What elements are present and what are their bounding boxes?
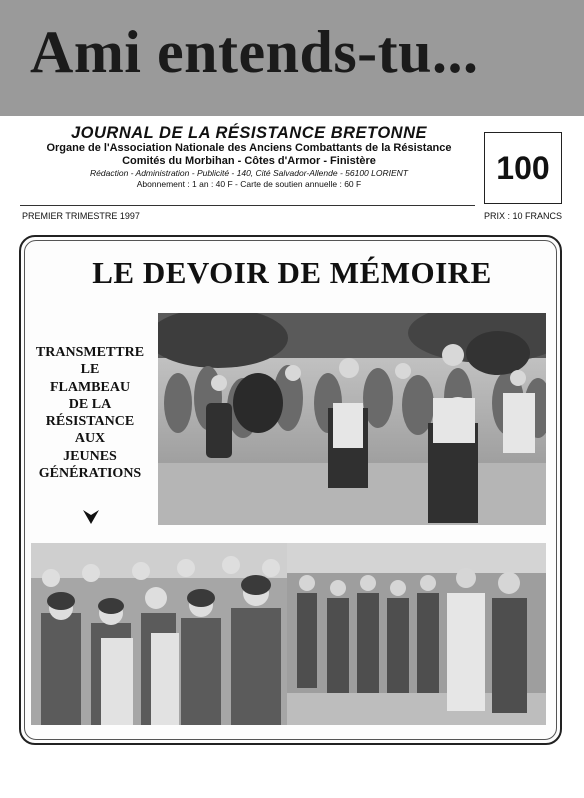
students-gathering-photo bbox=[287, 543, 546, 725]
sidebar-line: DE LA bbox=[68, 396, 112, 412]
sidebar-line: JEUNES bbox=[63, 448, 117, 464]
organ-line: Organe de l'Association Nationale des Anciens Combattants de la Résistance bbox=[46, 142, 452, 154]
header-divider bbox=[20, 205, 475, 206]
masthead bbox=[0, 0, 584, 116]
sidebar-line: LE bbox=[80, 362, 100, 378]
issue-period: PREMIER TRIMESTRE 1997 bbox=[22, 211, 140, 221]
ceremony-photo bbox=[158, 313, 546, 525]
feature-headline: LE DEVOIR DE MÉMOIRE bbox=[92, 255, 492, 290]
subscription-line: Abonnement : 1 an : 40 F - Carte de soutien annuelle : 60 F bbox=[136, 179, 362, 189]
sidebar-line: GÉNÉRATIONS bbox=[38, 466, 142, 482]
publication-title: Ami entends-tu... bbox=[30, 19, 479, 85]
issue-price: PRIX : 10 FRANCS bbox=[483, 211, 562, 221]
sidebar-line: TRANSMETTRE bbox=[35, 345, 145, 360]
feature-sidebar-text bbox=[28, 344, 152, 482]
address-line: Rédaction - Administration - Publicité - 140, Cité Salvador-Allende - 56100 LORIENT bbox=[90, 168, 408, 178]
journal-subtitle: JOURNAL DE LA RÉSISTANCE BRETONNE bbox=[70, 124, 427, 142]
sidebar-line: RÉSISTANCE bbox=[45, 414, 135, 430]
sidebar-line: AUX bbox=[74, 431, 106, 447]
sidebar-line: FLAMBEAU bbox=[49, 379, 131, 395]
issue-number: 100 bbox=[484, 132, 562, 204]
header-block bbox=[20, 124, 478, 190]
children-group-photo bbox=[31, 543, 287, 725]
down-arrow-icon bbox=[82, 508, 100, 526]
committees-line: Comités du Morbihan - Côtes d'Armor - Finistère bbox=[122, 155, 376, 167]
